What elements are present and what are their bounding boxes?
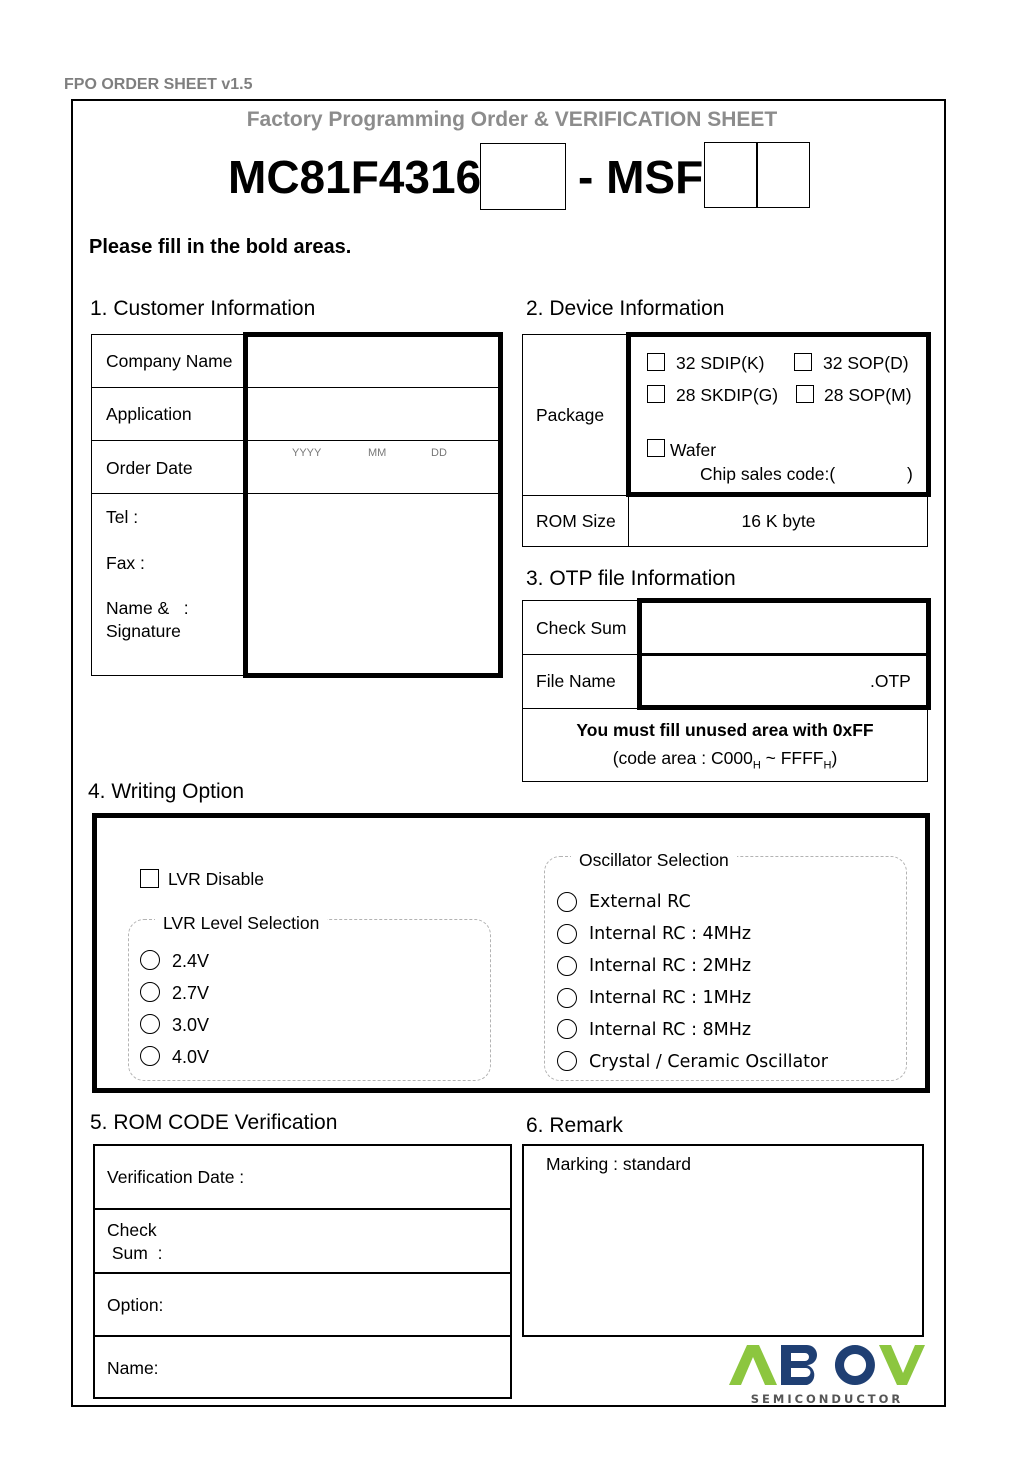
order-date-label: Order Date bbox=[106, 458, 193, 478]
oscillator-title: Oscillator Selection bbox=[571, 850, 737, 871]
osc-radio-internal-2mhz[interactable] bbox=[557, 956, 577, 976]
osc-radio-internal-1mhz[interactable] bbox=[557, 988, 577, 1008]
package-option-28sop: 28 SOP(M) bbox=[824, 385, 912, 405]
package-checkbox-28sop[interactable] bbox=[796, 385, 814, 403]
date-hint-day: DD bbox=[431, 447, 447, 459]
company-name-field[interactable] bbox=[248, 337, 498, 385]
remark-section-title: 6. Remark bbox=[526, 1114, 623, 1137]
package-option-32sop: 32 SOP(D) bbox=[823, 353, 909, 373]
verify-check-label: Check bbox=[107, 1220, 157, 1240]
application-field[interactable] bbox=[248, 390, 498, 438]
model-code-box-2[interactable] bbox=[756, 142, 810, 208]
lvr-disable-label: LVR Disable bbox=[168, 869, 264, 889]
verify-option-field[interactable] bbox=[180, 1278, 506, 1330]
osc-option-internal-8mhz: Internal RC : 8MHz bbox=[589, 1020, 752, 1040]
company-name-label: Company Name bbox=[106, 351, 233, 371]
chip-sales-code-label: Chip sales code:( bbox=[700, 464, 836, 484]
writing-section-title: 4. Writing Option bbox=[88, 780, 245, 803]
osc-option-internal-4mhz: Internal RC : 4MHz bbox=[589, 924, 752, 944]
file-name-label: File Name bbox=[536, 671, 616, 691]
check-sum-field[interactable] bbox=[643, 604, 925, 650]
file-extension: .OTP bbox=[870, 671, 911, 691]
file-name-field[interactable] bbox=[643, 658, 863, 704]
lvr-radio-3.0v[interactable] bbox=[140, 1014, 160, 1034]
verification-date-label: Verification Date : bbox=[107, 1167, 245, 1187]
verify-name-label: Name: bbox=[107, 1358, 159, 1378]
tel-label: Tel : bbox=[106, 507, 139, 527]
abov-logo bbox=[729, 1343, 925, 1407]
check-sum-label: Check Sum bbox=[536, 618, 627, 638]
remark-text: Marking : standard bbox=[546, 1154, 691, 1174]
osc-radio-internal-4mhz[interactable] bbox=[557, 924, 577, 944]
osc-radio-crystal[interactable] bbox=[557, 1051, 577, 1071]
lvr-option-2.7v: 2.7V bbox=[172, 983, 210, 1003]
rom-size-label: ROM Size bbox=[536, 511, 616, 531]
instruction-text: Please fill in the bold areas. bbox=[89, 236, 352, 258]
signature-label: Signature bbox=[106, 621, 181, 641]
osc-radio-internal-8mhz[interactable] bbox=[557, 1019, 577, 1039]
model-code-box-1[interactable] bbox=[704, 142, 758, 208]
lvr-disable-checkbox[interactable] bbox=[140, 869, 159, 888]
package-checkbox-28skdip[interactable] bbox=[647, 385, 665, 403]
lvr-level-title: LVR Level Selection bbox=[155, 913, 327, 934]
verify-sum-label: Sum : bbox=[107, 1243, 163, 1263]
chip-sales-code-field[interactable] bbox=[846, 462, 904, 486]
lvr-radio-2.4v[interactable] bbox=[140, 950, 160, 970]
osc-radio-external-rc[interactable] bbox=[557, 892, 577, 912]
model-mid: - MSF bbox=[578, 151, 704, 203]
chip-sales-code-close: ) bbox=[907, 464, 913, 484]
model-suffix-box[interactable] bbox=[480, 143, 566, 210]
lvr-radio-2.7v[interactable] bbox=[140, 982, 160, 1002]
customer-section-title: 1. Customer Information bbox=[90, 297, 316, 320]
package-option-32sdip: 32 SDIP(K) bbox=[676, 353, 765, 373]
osc-option-crystal: Crystal / Ceramic Oscillator bbox=[589, 1052, 828, 1072]
package-label: Package bbox=[536, 405, 605, 425]
date-hint-year: YYYY bbox=[292, 447, 322, 459]
verification-date-field[interactable] bbox=[270, 1150, 506, 1204]
verify-section-title: 5. ROM CODE Verification bbox=[90, 1111, 338, 1134]
form-subtitle: Factory Programming Order & VERIFICATION SHEET bbox=[246, 108, 778, 131]
lvr-option-4.0v: 4.0V bbox=[172, 1047, 210, 1067]
verify-option-label: Option: bbox=[107, 1295, 164, 1315]
package-option-wafer: Wafer bbox=[670, 440, 717, 460]
lvr-radio-4.0v[interactable] bbox=[140, 1046, 160, 1066]
model-prefix: MC81F4316 bbox=[228, 151, 482, 203]
osc-option-external-rc: External RC bbox=[589, 892, 691, 912]
package-checkbox-32sop[interactable] bbox=[794, 353, 812, 371]
verify-checksum-field[interactable] bbox=[180, 1214, 506, 1268]
name-label: Name & : bbox=[106, 598, 189, 618]
package-checkbox-wafer[interactable] bbox=[647, 439, 665, 457]
osc-option-internal-2mhz: Internal RC : 2MHz bbox=[589, 956, 752, 976]
fill-notice: You must fill unused area with 0xFF bbox=[576, 720, 874, 740]
date-hint-month: MM bbox=[368, 447, 387, 459]
application-label: Application bbox=[106, 404, 192, 424]
abov-logo-subtext: SEMICONDUCTOR bbox=[750, 1392, 904, 1406]
verify-name-field[interactable] bbox=[180, 1341, 506, 1394]
lvr-option-2.4v: 2.4V bbox=[172, 951, 210, 971]
rom-size-value: 16 K byte bbox=[741, 511, 816, 531]
otp-section-title: 3. OTP file Information bbox=[526, 567, 736, 590]
code-area-note: (code area : $C000_H$ ~ $FFFF_H$) bbox=[612, 748, 838, 772]
form-version-header: FPO ORDER SHEET v1.5 bbox=[64, 76, 253, 93]
fax-label: Fax : bbox=[106, 553, 145, 573]
osc-option-internal-1mhz: Internal RC : 1MHz bbox=[589, 988, 752, 1008]
lvr-option-3.0v: 3.0V bbox=[172, 1015, 210, 1035]
device-section-title: 2. Device Information bbox=[526, 297, 725, 320]
package-option-28skdip: 28 SKDIP(G) bbox=[676, 385, 779, 405]
package-checkbox-32sdip[interactable] bbox=[647, 353, 665, 371]
contact-field[interactable] bbox=[248, 496, 498, 673]
